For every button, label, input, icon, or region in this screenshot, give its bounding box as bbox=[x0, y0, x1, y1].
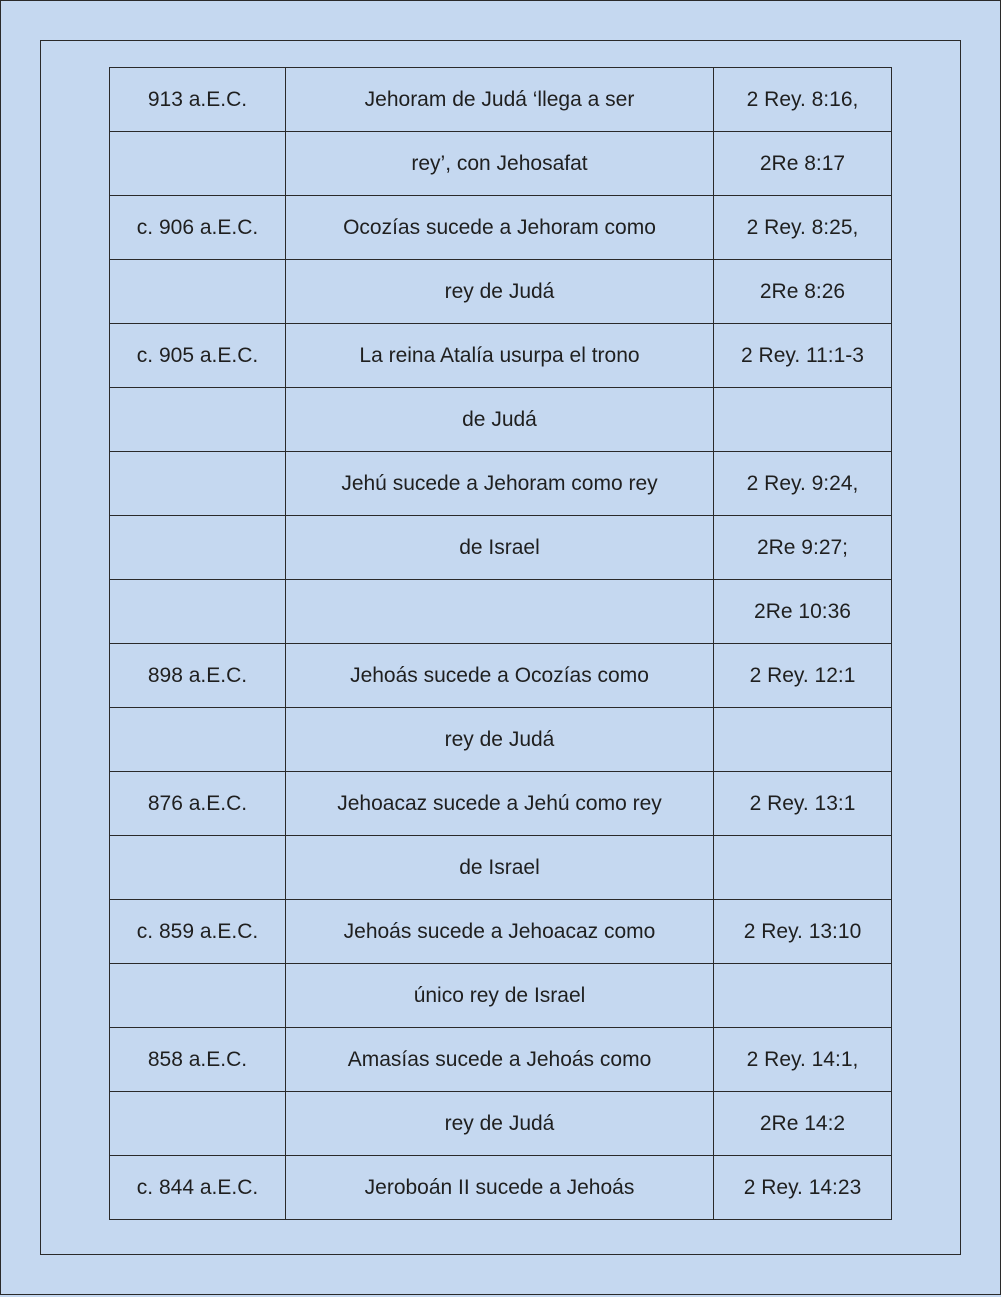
reference-cell: 2 Rey. 9:24, bbox=[714, 452, 892, 516]
reference-cell: 2 Rey. 12:1 bbox=[714, 644, 892, 708]
date-cell bbox=[110, 388, 286, 452]
date-cell bbox=[110, 516, 286, 580]
table-row bbox=[110, 580, 892, 644]
reference-cell: 2 Rey. 13:1 bbox=[714, 772, 892, 836]
table-row bbox=[110, 452, 892, 516]
reference-cell: 2 Rey. 14:23 bbox=[714, 1156, 892, 1220]
reference-cell: 2 Rey. 11:1-3 bbox=[714, 324, 892, 388]
table-row bbox=[110, 836, 892, 900]
event-cell: Jehoram de Judá ‘llega a ser bbox=[286, 68, 714, 132]
event-cell: La reina Atalía usurpa el trono bbox=[286, 324, 714, 388]
event-cell: rey de Judá bbox=[286, 708, 714, 772]
date-cell bbox=[110, 452, 286, 516]
table-row bbox=[110, 68, 892, 132]
event-cell: rey’, con Jehosafat bbox=[286, 132, 714, 196]
table-row bbox=[110, 1092, 892, 1156]
reference-cell: 2Re 8:26 bbox=[714, 260, 892, 324]
reference-cell: 2 Rey. 8:25, bbox=[714, 196, 892, 260]
date-cell bbox=[110, 708, 286, 772]
date-cell: 876 a.E.C. bbox=[110, 772, 286, 836]
reference-cell: 2Re 14:2 bbox=[714, 1092, 892, 1156]
table-row bbox=[110, 132, 892, 196]
date-cell: 913 a.E.C. bbox=[110, 68, 286, 132]
event-cell: Ocozías sucede a Jehoram como bbox=[286, 196, 714, 260]
reference-cell bbox=[714, 388, 892, 452]
event-cell: Amasías sucede a Jehoás como bbox=[286, 1028, 714, 1092]
chronology-table bbox=[109, 67, 892, 1220]
event-cell: rey de Judá bbox=[286, 260, 714, 324]
reference-cell bbox=[714, 964, 892, 1028]
table-row bbox=[110, 324, 892, 388]
date-cell: c. 844 a.E.C. bbox=[110, 1156, 286, 1220]
event-cell: de Judá bbox=[286, 388, 714, 452]
date-cell bbox=[110, 1092, 286, 1156]
event-cell: de Israel bbox=[286, 516, 714, 580]
event-cell: único rey de Israel bbox=[286, 964, 714, 1028]
event-cell: Jeroboán II sucede a Jehoás bbox=[286, 1156, 714, 1220]
table-row bbox=[110, 964, 892, 1028]
date-cell bbox=[110, 580, 286, 644]
reference-cell: 2Re 9:27; bbox=[714, 516, 892, 580]
date-cell: c. 906 a.E.C. bbox=[110, 196, 286, 260]
table-row bbox=[110, 644, 892, 708]
reference-cell: 2 Rey. 14:1, bbox=[714, 1028, 892, 1092]
date-cell: c. 905 a.E.C. bbox=[110, 324, 286, 388]
date-cell bbox=[110, 260, 286, 324]
date-cell bbox=[110, 964, 286, 1028]
event-cell: Jehú sucede a Jehoram como rey bbox=[286, 452, 714, 516]
date-cell: 898 a.E.C. bbox=[110, 644, 286, 708]
table-row bbox=[110, 1156, 892, 1220]
chronology-table-body bbox=[110, 68, 892, 1220]
table-row bbox=[110, 900, 892, 964]
reference-cell bbox=[714, 708, 892, 772]
date-cell bbox=[110, 132, 286, 196]
date-cell: 858 a.E.C. bbox=[110, 1028, 286, 1092]
date-cell: c. 859 a.E.C. bbox=[110, 900, 286, 964]
event-cell bbox=[286, 580, 714, 644]
reference-cell: 2 Rey. 13:10 bbox=[714, 900, 892, 964]
reference-cell: 2 Rey. 8:16, bbox=[714, 68, 892, 132]
event-cell: Jehoacaz sucede a Jehú como rey bbox=[286, 772, 714, 836]
table-row bbox=[110, 1028, 892, 1092]
event-cell: rey de Judá bbox=[286, 1092, 714, 1156]
table-row bbox=[110, 388, 892, 452]
table-row bbox=[110, 708, 892, 772]
table-row bbox=[110, 260, 892, 324]
event-cell: Jehoás sucede a Jehoacaz como bbox=[286, 900, 714, 964]
date-cell bbox=[110, 836, 286, 900]
reference-cell: 2Re 10:36 bbox=[714, 580, 892, 644]
event-cell: de Israel bbox=[286, 836, 714, 900]
reference-cell: 2Re 8:17 bbox=[714, 132, 892, 196]
event-cell: Jehoás sucede a Ocozías como bbox=[286, 644, 714, 708]
reference-cell bbox=[714, 836, 892, 900]
table-row bbox=[110, 196, 892, 260]
table-row bbox=[110, 516, 892, 580]
table-row bbox=[110, 772, 892, 836]
